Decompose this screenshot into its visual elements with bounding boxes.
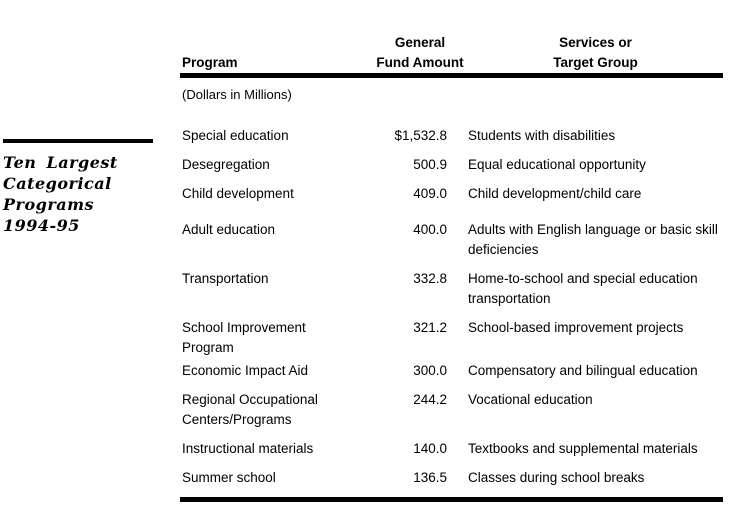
amount-cell: 140.0 [413,441,447,456]
program-text: Summer school [182,470,276,485]
program-cell [180,468,372,488]
table-row [180,126,723,146]
table-row [180,468,723,488]
table-row [180,439,723,459]
amount-cell: 500.9 [413,157,447,172]
program-cell [180,126,372,146]
program-cell [180,184,372,204]
figure-caption [3,139,153,236]
amount-cell: 300.0 [413,363,447,378]
table-header [180,33,723,73]
caption-line: Programs [3,195,95,214]
caption-line: Categorical [3,174,112,193]
services-cell: Textbooks and supplemental materials [468,441,698,456]
program-text: Regional Occupational Centers/Programs [182,392,318,427]
program-text: School Improvement Program [182,320,306,355]
column-header-line: Fund Amount [376,55,464,70]
services-cell: Adults with English language or basic skill deficiencies [468,222,718,257]
program-text: Child development [182,186,294,201]
services-cell: Students with disabilities [468,128,616,143]
header-rule [180,73,723,78]
amount-cell: 244.2 [413,392,447,407]
services-cell: Classes during school breaks [468,470,645,485]
caption-line: 1994-95 [3,216,80,235]
amount-cell: 409.0 [413,186,447,201]
table-row [180,184,723,204]
program-cell [180,155,372,175]
services-cell: School-based improvement projects [468,320,684,335]
column-header-fund-amount [372,33,468,73]
footer-rule [180,497,723,502]
table-row [180,390,723,430]
caption-line: Ten Largest [3,153,118,172]
program-cell [180,269,372,309]
table-row [180,318,723,358]
column-header-line: Target Group [553,55,638,70]
services-cell: Compensatory and bilingual education [468,363,698,378]
amount-cell: 400.0 [413,222,447,237]
program-cell [180,439,372,459]
program-cell [180,220,372,260]
column-header-line: Program [182,55,238,70]
program-cell [180,390,372,430]
amount-cell: 136.5 [413,470,447,485]
services-cell: Child development/child care [468,186,642,201]
amount-cell: 321.2 [413,320,447,335]
program-text: Special education [182,128,289,143]
program-text: Instructional materials [182,441,314,456]
table-row [180,220,723,260]
column-header-line: General [394,35,446,50]
services-cell: Home-to-school and special education transportation [468,271,698,306]
amount-cell: $1,532.8 [394,128,447,143]
column-header-services [468,33,723,73]
caption-rule [3,139,153,143]
units-note: (Dollars in Millions) [182,87,292,102]
table-body [180,126,723,488]
column-header-line: Services or [559,35,632,50]
program-text: Transportation [182,271,269,286]
program-text: Desegregation [182,157,270,172]
program-cell [180,318,372,358]
program-text: Adult education [182,222,276,237]
column-header-line [180,33,372,53]
table-row [180,155,723,175]
amount-cell: 332.8 [413,271,447,286]
table-row [180,361,723,381]
services-cell: Equal educational opportunity [468,157,646,172]
table-row [180,269,723,309]
categorical-programs-table [180,33,723,502]
column-header-program [180,33,372,73]
services-cell: Vocational education [468,392,593,407]
program-cell [180,361,372,381]
program-text: Economic Impact Aid [182,363,309,378]
